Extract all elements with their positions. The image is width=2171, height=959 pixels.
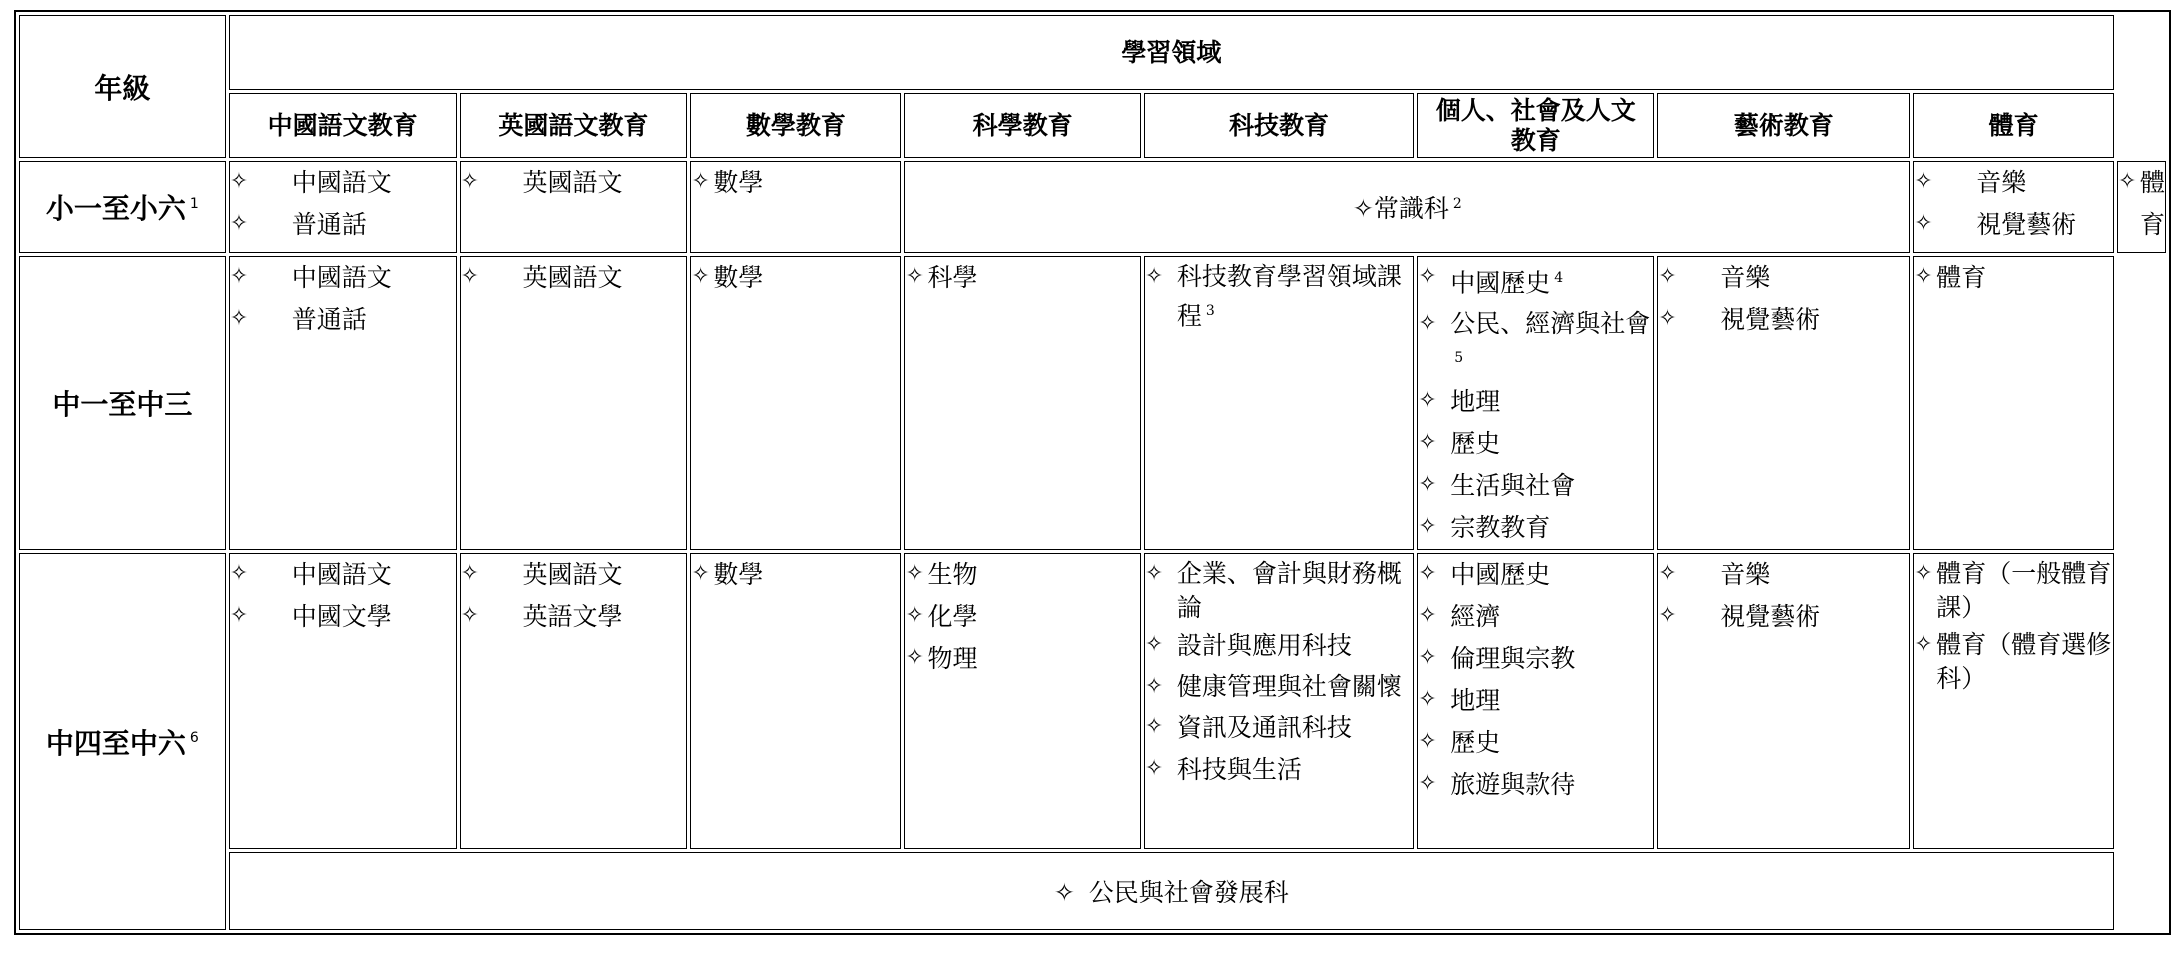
s1-pe-cell xyxy=(1913,256,2114,550)
diamond-icon: ✧ xyxy=(460,264,479,289)
diamond-icon: ✧ xyxy=(905,264,924,289)
s4-citizenship-cell xyxy=(229,852,2114,930)
subject-name: 科技與生活 xyxy=(1176,755,1302,784)
s1-chinese-cell xyxy=(229,256,457,550)
grade-s4-s6 xyxy=(19,553,226,930)
list-item xyxy=(1145,257,1413,333)
grade-header: 年級 xyxy=(19,15,226,158)
diamond-icon: ✧ xyxy=(1914,169,1933,194)
list-item xyxy=(691,257,900,299)
footnote-mark: 2 xyxy=(1452,195,1462,212)
pshe-header-text: 個人、社會及人文教育 xyxy=(1435,95,1636,155)
diamond-icon: ✧ xyxy=(229,169,249,194)
subject-name: 音樂 xyxy=(1720,263,1771,292)
subject-name: 地理 xyxy=(1450,386,1501,416)
list-item xyxy=(1145,707,1413,749)
list-item xyxy=(230,204,456,246)
subject-name: 體育 xyxy=(1936,263,1987,292)
diamond-icon: ✧ xyxy=(460,603,479,628)
subject-label: 科技教育學習領域課程 xyxy=(1176,262,1402,331)
subject-label: 中國歷史 xyxy=(1450,268,1551,298)
subject-name: 視覺藝術 xyxy=(1720,305,1821,334)
grade-s1-s3: 中一至中三 xyxy=(19,256,226,550)
diamond-icon: ✧ xyxy=(1658,603,1677,628)
list-item xyxy=(1914,554,2113,625)
list-item xyxy=(1418,722,1653,764)
diamond-icon: ✧ xyxy=(1053,878,1075,907)
subject-header-arts: 藝術教育 xyxy=(1657,93,1910,158)
diamond-icon: ✧ xyxy=(1144,756,1164,781)
subject-name: 視覺藝術 xyxy=(1976,210,2077,239)
subject-name: 科學 xyxy=(927,263,978,292)
subject-name: 經濟 xyxy=(1450,602,1501,631)
s4-arts-cell xyxy=(1657,553,1910,849)
diamond-icon: ✧ xyxy=(1144,264,1164,289)
list-item xyxy=(1418,423,1653,465)
diamond-icon: ✧ xyxy=(229,603,249,628)
diamond-icon: ✧ xyxy=(905,561,924,586)
diamond-icon: ✧ xyxy=(1418,471,1437,497)
s4-chinese-cell xyxy=(229,553,457,849)
diamond-icon: ✧ xyxy=(1914,211,1933,236)
diamond-icon: ✧ xyxy=(229,306,249,331)
list-item xyxy=(1418,381,1653,423)
subject-name xyxy=(1167,257,1413,333)
diamond-icon: ✧ xyxy=(229,211,249,236)
diamond-icon: ✧ xyxy=(1418,264,1437,289)
subject-name: 化學 xyxy=(927,602,978,631)
p1-english-cell xyxy=(460,161,688,253)
list-item xyxy=(1658,257,1909,299)
subject-name: 普通話 xyxy=(291,305,367,334)
s1-arts-cell xyxy=(1657,256,1910,550)
list-item xyxy=(2118,162,2165,246)
list-item xyxy=(1418,554,1653,596)
subject-name: 物理 xyxy=(927,644,978,673)
diamond-icon: ✧ xyxy=(1418,513,1437,539)
diamond-icon: ✧ xyxy=(1418,603,1437,628)
list-item xyxy=(1145,667,1413,707)
diamond-icon: ✧ xyxy=(1144,561,1164,586)
diamond-icon: ✧ xyxy=(1418,561,1437,586)
diamond-icon: ✧ xyxy=(1418,387,1437,413)
diamond-icon: ✧ xyxy=(229,264,249,289)
subject-header-math: 數學教育 xyxy=(690,93,901,158)
list-item xyxy=(1914,257,2113,299)
subject-name: 音樂 xyxy=(1976,168,2027,197)
diamond-icon: ✧ xyxy=(1418,771,1437,796)
footnote-mark: 6 xyxy=(189,730,199,747)
list-item xyxy=(1658,299,1909,341)
subject-name: 音樂 xyxy=(1720,560,1771,589)
s4-english-cell xyxy=(460,553,688,849)
subject-name: 英語文學 xyxy=(522,602,623,631)
diamond-icon: ✧ xyxy=(1418,311,1437,337)
subject-name: 企業、會計與財務概論 xyxy=(1176,559,1402,622)
list-item xyxy=(1145,554,1413,625)
list-item xyxy=(1418,257,1653,304)
grade-label: 小一至小六 xyxy=(45,192,186,225)
diamond-icon: ✧ xyxy=(460,169,479,194)
list-item xyxy=(1914,625,2113,696)
diamond-icon: ✧ xyxy=(905,645,924,670)
subject-header-pshe xyxy=(1417,93,1654,158)
list-item xyxy=(1914,162,2113,204)
subject-name xyxy=(1440,257,1653,304)
list-item xyxy=(1418,764,1653,806)
list-item xyxy=(1418,507,1653,549)
footnote-mark: 3 xyxy=(1205,303,1215,319)
subject-name xyxy=(1440,304,1653,380)
subject-name: 數學 xyxy=(713,560,764,589)
list-item xyxy=(461,162,687,204)
list-item xyxy=(905,638,1139,680)
list-item xyxy=(905,554,1139,596)
subject-name: 中國語文 xyxy=(291,168,392,197)
diamond-icon: ✧ xyxy=(905,603,924,628)
subject-name: 資訊及通訊科技 xyxy=(1176,713,1352,742)
kla-title: 學習領域 xyxy=(229,15,2114,90)
subject-name: 英國語文 xyxy=(522,168,623,197)
list-item xyxy=(1418,680,1653,722)
subject-name: 公民與社會發展科 xyxy=(1088,878,1289,907)
subject-name: 中國文學 xyxy=(291,602,392,631)
subject-name: 歷史 xyxy=(1450,428,1501,458)
s1-science-cell xyxy=(904,256,1140,550)
diamond-icon: ✧ xyxy=(691,169,710,194)
list-item xyxy=(230,299,456,341)
footnote-mark: 1 xyxy=(189,195,199,212)
list-item xyxy=(691,162,900,204)
list-item xyxy=(905,596,1139,638)
subject-name: 中國語文 xyxy=(291,263,392,292)
s4-pe-cell xyxy=(1913,553,2114,849)
subject-name: 旅遊與款待 xyxy=(1450,770,1576,799)
subject-name: 英國語文 xyxy=(522,560,623,589)
s1-math-cell xyxy=(690,256,901,550)
s1-technology-cell xyxy=(1144,256,1414,550)
p1-chinese-cell xyxy=(229,161,457,253)
list-item xyxy=(1418,304,1653,380)
subject-name: 健康管理與社會關懷 xyxy=(1176,672,1402,701)
subject-name: 數學 xyxy=(713,263,764,292)
s4-technology-cell xyxy=(1144,553,1414,849)
diamond-icon: ✧ xyxy=(1914,561,1933,586)
subject-name: 普通話 xyxy=(291,210,367,239)
subject-header-english: 英國語文教育 xyxy=(460,93,688,158)
subject-name: 視覺藝術 xyxy=(1720,602,1821,631)
diamond-icon: ✧ xyxy=(691,561,710,586)
list-item xyxy=(230,162,456,204)
p1-pe-cell xyxy=(2117,161,2166,253)
subject-label: 公民、經濟與社會 xyxy=(1450,309,1651,339)
subject-name: 常識科 xyxy=(1373,194,1449,223)
diamond-icon: ✧ xyxy=(1914,632,1933,657)
list-item xyxy=(1658,596,1909,638)
footnote-mark: 5 xyxy=(1454,350,1464,367)
footnote-mark: 4 xyxy=(1554,270,1564,286)
subject-name: 體育（一般體育課） xyxy=(1936,559,2112,622)
s1-pshe-cell xyxy=(1417,256,1654,550)
diamond-icon: ✧ xyxy=(1144,714,1164,739)
diamond-icon: ✧ xyxy=(1418,729,1437,754)
list-item xyxy=(691,554,900,596)
diamond-icon: ✧ xyxy=(1418,429,1437,455)
diamond-icon: ✧ xyxy=(1914,264,1933,289)
grade-p1-p6 xyxy=(19,161,226,253)
p1-general-studies-cell xyxy=(904,161,1910,253)
list-item xyxy=(230,257,456,299)
diamond-icon: ✧ xyxy=(2117,169,2137,194)
subject-name: 倫理與宗教 xyxy=(1450,644,1576,673)
subject-name: 體育（體育選修科） xyxy=(1936,630,2112,693)
subject-header-pe: 體育 xyxy=(1913,93,2114,158)
list-item xyxy=(461,554,687,596)
subject-name: 生物 xyxy=(927,560,978,589)
subject-name: 生活與社會 xyxy=(1450,470,1576,500)
list-item xyxy=(1914,204,2113,246)
list-item xyxy=(461,257,687,299)
subject-name: 英國語文 xyxy=(522,263,623,292)
diamond-icon: ✧ xyxy=(1144,632,1164,657)
grade-label: 中四至中六 xyxy=(45,726,186,760)
list-item xyxy=(1145,625,1413,667)
list-item xyxy=(1418,638,1653,680)
list-item xyxy=(230,596,456,638)
subject-name: 歷史 xyxy=(1450,728,1501,757)
subject-name: 設計與應用科技 xyxy=(1176,631,1352,660)
diamond-icon: ✧ xyxy=(1144,674,1164,699)
subject-name: 中國語文 xyxy=(291,560,392,589)
diamond-icon: ✧ xyxy=(1658,306,1677,331)
subject-header-technology: 科技教育 xyxy=(1144,93,1414,158)
s4-math-cell xyxy=(690,553,901,849)
p1-math-cell xyxy=(690,161,901,253)
subject-header-chinese: 中國語文教育 xyxy=(229,93,457,158)
p1-arts-cell xyxy=(1913,161,2114,253)
list-item xyxy=(461,596,687,638)
list-item xyxy=(1658,554,1909,596)
subject-name: 中國歷史 xyxy=(1450,560,1551,589)
subject-header-science: 科學教育 xyxy=(904,93,1140,158)
subject-name: 宗教教育 xyxy=(1450,512,1551,542)
subject-name: 數學 xyxy=(713,168,764,197)
s4-pshe-cell xyxy=(1417,553,1654,849)
list-item xyxy=(230,554,456,596)
diamond-icon: ✧ xyxy=(691,264,710,289)
s4-science-cell xyxy=(904,553,1140,849)
diamond-icon: ✧ xyxy=(1352,194,1374,223)
diamond-icon: ✧ xyxy=(229,561,249,586)
list-item xyxy=(905,257,1139,299)
curriculum-table xyxy=(14,10,2171,935)
diamond-icon: ✧ xyxy=(460,561,479,586)
list-item xyxy=(1418,465,1653,507)
diamond-icon: ✧ xyxy=(1658,264,1677,289)
diamond-icon: ✧ xyxy=(1418,645,1437,670)
diamond-icon: ✧ xyxy=(1658,561,1677,586)
list-item xyxy=(1145,749,1413,791)
s1-english-cell xyxy=(460,256,688,550)
diamond-icon: ✧ xyxy=(1418,687,1437,712)
subject-name: 體育 xyxy=(2139,168,2165,239)
subject-name: 地理 xyxy=(1450,686,1501,715)
list-item xyxy=(1418,596,1653,638)
